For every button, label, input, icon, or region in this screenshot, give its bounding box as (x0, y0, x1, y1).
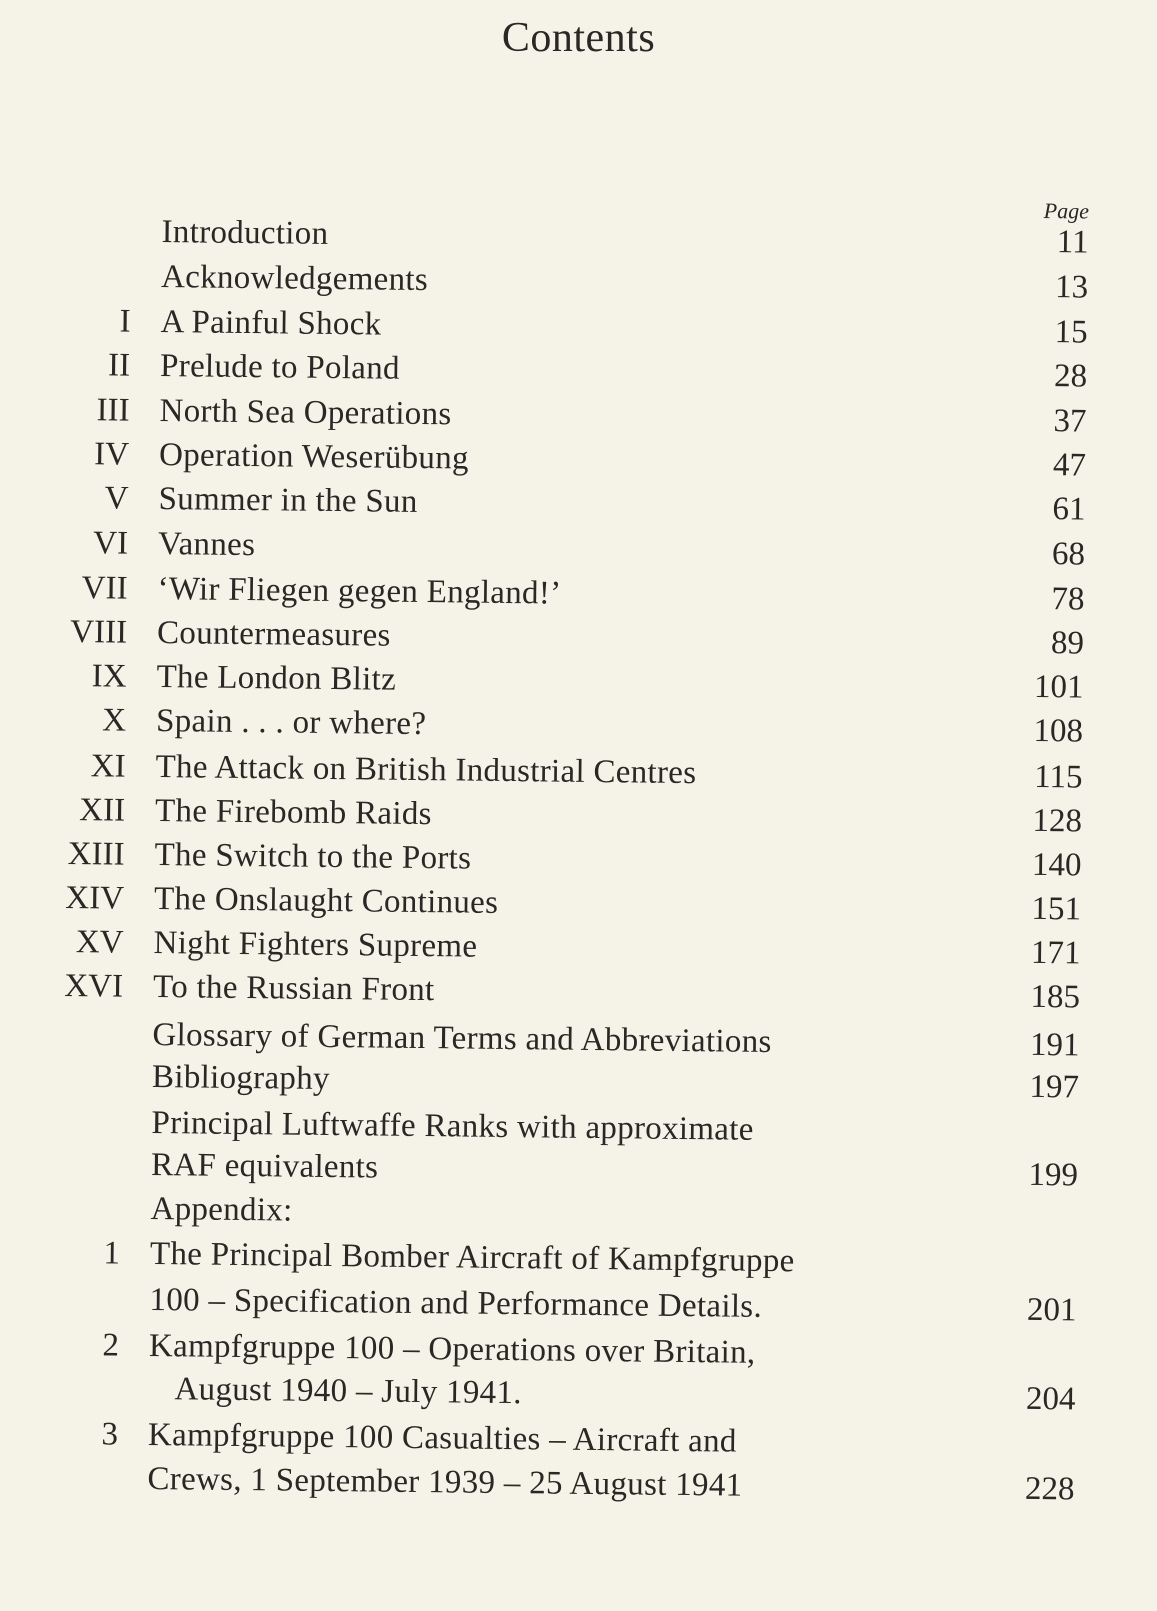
entry-title: To the Russian Front (152, 968, 435, 1009)
entry-title: The Onslaught Continues (153, 880, 499, 921)
page-number: 140 (1031, 846, 1082, 884)
page-number: 28 (1053, 358, 1088, 395)
chapter-number: XIII (67, 835, 125, 873)
page-number: 68 (1051, 536, 1086, 573)
page-number: 89 (1050, 625, 1085, 662)
entry-title: Operation Weserübung (158, 437, 470, 477)
entry-title: A Painful Shock (160, 304, 382, 343)
entry-title: ‘Wir Fliegen gegen England!’ (157, 570, 562, 612)
entry-title: The Principal Bomber Aircraft of Kampfgruppe (149, 1235, 795, 1280)
entry-title: Night Fighters Supreme (153, 924, 478, 965)
entry-title: The Switch to the Ports (154, 836, 472, 877)
entry-title: Crews, 1 September 1939 – 25 August 1941 (147, 1460, 743, 1504)
entry-title: Spain . . . or where? (155, 702, 427, 743)
page-number: 185 (1030, 978, 1081, 1016)
page-number: 108 (1033, 712, 1084, 750)
entry-title: August 1940 – July 1941. (174, 1371, 523, 1412)
page-number: 128 (1032, 802, 1083, 840)
chapter-number: I (119, 303, 131, 340)
chapter-number: 3 (101, 1416, 119, 1453)
entry-title: North Sea Operations (159, 393, 452, 433)
page-number: 15 (1054, 314, 1088, 351)
chapter-number: XI (90, 748, 126, 785)
toc-entry (0, 210, 1157, 263)
entry-title: The London Blitz (156, 658, 397, 698)
page-number: 199 (1028, 1156, 1079, 1194)
toc-entry (0, 344, 1155, 397)
toc-entry (0, 255, 1156, 308)
entry-title: The Attack on British Industrial Centres (155, 748, 697, 792)
toc-entry (0, 477, 1154, 530)
page-number: 101 (1033, 668, 1084, 706)
page-number: 11 (1056, 224, 1089, 261)
chapter-number: IV (94, 436, 130, 473)
chapter-number: 2 (102, 1327, 120, 1364)
toc-entry (0, 1457, 1143, 1510)
entry-title: Kampfgruppe 100 Casualties – Aircraft and (147, 1416, 737, 1460)
toc-entry (0, 522, 1153, 575)
chapter-number: VIII (70, 614, 128, 651)
toc-entry (0, 1278, 1145, 1331)
page-number: 151 (1031, 890, 1082, 928)
page-number: 201 (1026, 1291, 1077, 1329)
page-number: 37 (1053, 403, 1087, 440)
toc-entry (0, 1187, 1146, 1240)
entry-title: Appendix: (150, 1190, 293, 1229)
page-number: 78 (1051, 581, 1085, 618)
page-number: 197 (1029, 1068, 1080, 1106)
entry-title: Vannes (157, 526, 256, 564)
page-number: 61 (1052, 491, 1086, 528)
entry-title: Introduction (161, 214, 329, 252)
page-number: 13 (1054, 269, 1089, 306)
chapter-number: VII (81, 570, 128, 607)
toc-entry (0, 965, 1148, 1018)
page-number: 191 (1029, 1026, 1080, 1064)
page-number: 204 (1025, 1380, 1076, 1418)
entry-title: Acknowledgements (160, 259, 429, 299)
page-title: Contents (501, 15, 656, 61)
entry-title: Glossary of German Terms and Abbreviations (152, 1016, 772, 1060)
entry-title: The Firebomb Raids (154, 792, 432, 833)
chapter-number: XVI (64, 967, 124, 1005)
page-number: 47 (1052, 447, 1087, 484)
chapter-number: IX (91, 658, 127, 695)
page-column-label: Page (1043, 198, 1090, 224)
toc-entry (0, 699, 1151, 752)
chapter-number: X (102, 702, 127, 739)
chapter-number: II (107, 347, 131, 384)
entry-title: Prelude to Poland (159, 348, 401, 387)
entry-title: 100 – Specification and Performance Details. (149, 1281, 763, 1325)
entry-title: Summer in the Sun (158, 481, 418, 520)
entry-title: Countermeasures (156, 614, 391, 654)
entry-title: Principal Luftwaffe Ranks with approximate (151, 1104, 754, 1148)
chapter-number: III (96, 392, 130, 429)
chapter-number: V (104, 480, 129, 517)
chapter-number: 1 (103, 1235, 121, 1272)
page-number: 115 (1034, 758, 1083, 796)
page-number: 228 (1024, 1470, 1075, 1508)
entry-title: Kampfgruppe 100 – Operations over Britain, (148, 1327, 756, 1371)
page-number: 171 (1030, 934, 1081, 972)
chapter-number: VI (93, 525, 129, 562)
toc-entry (0, 1232, 1145, 1285)
entry-title: Bibliography (151, 1058, 331, 1097)
chapter-number: XIV (65, 879, 125, 917)
chapter-number: XV (75, 924, 124, 961)
entry-title: RAF equivalents (150, 1146, 379, 1186)
chapter-number: XII (79, 792, 126, 829)
